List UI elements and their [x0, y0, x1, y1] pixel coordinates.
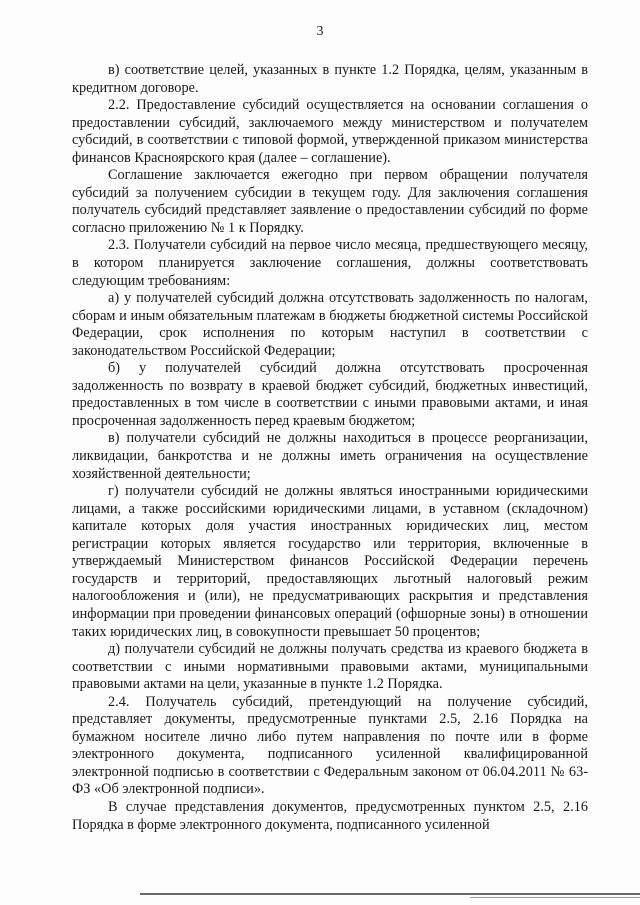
- paragraph-agreement: Соглашение заключается ежегодно при первом обращении получателя субсидий за получением субсидии в текущем году. Для заключения соглашения получатель субсидий представляет заявление о предоставлении субсидий по форме согласно приложению № 1 к Порядку.: [72, 167, 588, 236]
- page-number: 3: [316, 24, 324, 39]
- paragraph-2-3: 2.3. Получатели субсидий на первое число месяца, предшествующего месяцу, в котором планируется заключение соглашения, должны соответствовать следующим требованиям:: [72, 237, 588, 289]
- document-body: [72, 62, 588, 834]
- paragraph-item-v: в) получатели субсидий не должны находиться в процессе реорганизации, ликвидации, банкротства и не должны иметь ограничения на осуществление хозяйственной деятельности;: [72, 430, 588, 482]
- paragraph-item-a: а) у получателей субсидий должна отсутствовать задолженность по налогам, сборам и иным обязательным платежам в бюджеты бюджетной системы Российской Федерации, срок исполнения по которым наступил в соответствии с законодательством Российской Федерации;: [72, 290, 588, 359]
- paragraph-item-g: г) получатели субсидий не должны являться иностранными юридическими лицами, а также российскими юридическими лицами, в уставном (складочном) капитале которых доля участия иностранных юридических лиц, местом регистрации которых является государство или территория, включенные в утверждаемый Министерством финансов Российской Федерации перечень государств и территорий, предоставляющих льготный налоговый режим налогообложения и (или), не предусматривающих раскрытия и представления информации при проведении финансовых операций (офшорные зоны) в отношении таких юридических лиц, в совокупности превышает 50 процентов;: [72, 483, 588, 640]
- paragraph-electronic-docs: В случае представления документов, предусмотренных пунктом 2.5, 2.16 Порядка в форме электронного документа, подписанного усиленной: [72, 798, 588, 833]
- scan-edge-line-secondary: [470, 897, 640, 898]
- scan-edge-line: [140, 893, 640, 895]
- paragraph-item-v-goals: в) соответствие целей, указанных в пункте 1.2 Порядка, целям, указанным в кредитном договоре.: [72, 62, 588, 96]
- paragraph-2-4: 2.4. Получатель субсидий, претендующий на получение субсидий, представляет документы, предусмотренные пунктами 2.5, 2.16 Порядка на бумажном носителе лично либо путем направления по почте или в форме электронного документа, подписанного усиленной квалифицированной электронной подписью в соответствии с Федеральным законом от 06.04.2011 № 63-ФЗ «Об электронной подписи».: [72, 693, 588, 798]
- paragraph-item-b: б) у получателей субсидий должна отсутствовать просроченная задолженность по возврату в краевой бюджет субсидий, бюджетных инвестиций, предоставленных в том числе в соответствии с иными правовыми актами, и иная просроченная задолженность перед краевым бюджетом;: [72, 360, 588, 429]
- paragraph-item-d: д) получатели субсидий не должны получать средства из краевого бюджета в соответствии с иными нормативными правовыми актами, муниципальными правовыми актами на цели, указанные в пункте 1.2 Порядка.: [72, 641, 588, 693]
- paragraph-2-2: 2.2. Предоставление субсидий осуществляется на основании соглашения о предоставлении субсидий, заключаемого между министерством и получателем субсидий, в соответствии с типовой формой, утвержденной приказом министерства финансов Красноярского края (далее – соглашение).: [72, 97, 588, 166]
